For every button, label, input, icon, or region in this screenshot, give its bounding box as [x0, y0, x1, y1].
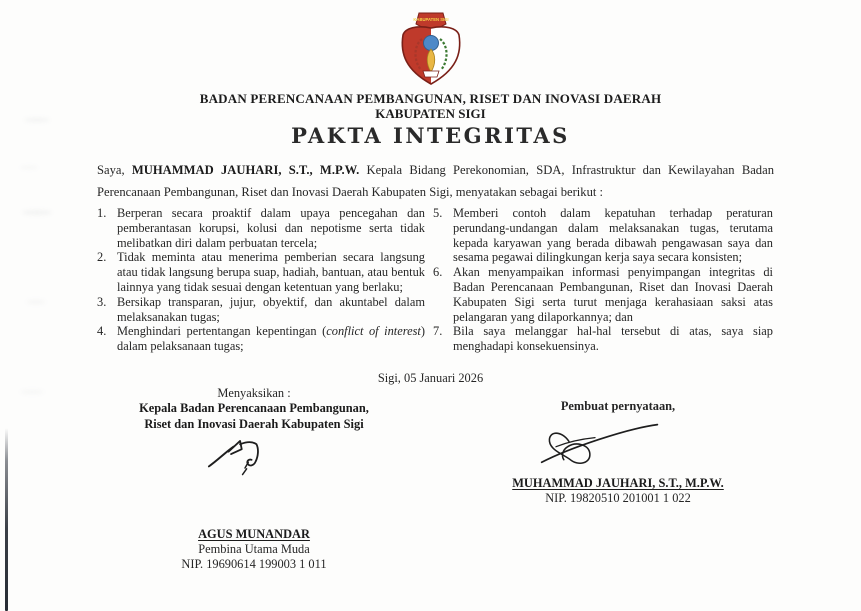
item-text-part: ) dalam pelaksanaan tugas;	[117, 324, 425, 354]
witness-signature-scribble	[204, 438, 286, 480]
scan-smudge	[22, 210, 52, 215]
intro-rest: Kepala Bidang Perekonomian, SDA, Infrastruktur dan Kewilayahan Badan Perencanaan Pembangunan, Riset dan Inovasi Daerah Kabupaten Sigi, menyatakan sebagai berikut :	[97, 163, 774, 199]
item-number: 4.	[97, 324, 107, 339]
place-date-line: Sigi, 05 Januari 2026	[377, 371, 484, 385]
kabupaten-sigi-seal-logo	[392, 12, 470, 86]
opening-paragraph	[97, 160, 774, 203]
document-title: PAKTA INTEGRITAS	[291, 123, 570, 148]
seal-icon	[392, 12, 470, 86]
intro-prefix: Saya,	[97, 163, 132, 177]
item-text: Bersikap transparan, jujur, obyektif, dan akuntabel dalam melaksanakan tugas;	[117, 294, 425, 324]
statement-item-6	[433, 265, 773, 324]
statement-item-4	[97, 324, 425, 354]
scan-smudge	[20, 166, 38, 169]
statements-left-column	[97, 206, 425, 354]
witness-title-line1: Kepala Badan Perencanaan Pembangunan,	[139, 401, 369, 415]
item-text: Bila saya melanggar hal-hal tersebut di atas, saya siap menghadapi konsekuensinya.	[453, 324, 773, 354]
declarant-nip: NIP. 19820510 201001 1 022	[545, 491, 691, 505]
item-number: 1.	[97, 206, 107, 220]
org-name-line1: BADAN PERENCANAAN PEMBANGUNAN, RISET DAN INOVASI DAERAH	[199, 91, 662, 106]
witness-nip: NIP. 19690614 199003 1 011	[181, 557, 327, 571]
statement-item-1	[97, 206, 425, 250]
scan-smudge	[20, 390, 44, 394]
item-text-italic: conflict of interest	[326, 324, 421, 339]
witness-name: AGUS MUNANDAR	[198, 527, 310, 541]
item-text: Memberi contoh dalam kepatuhan terhadap peraturan perundang-undangan dalam melaksanakan tugas, terutama kepada karyawan yang berada dibawah pengawasan saya dan sesama pegawai dilingkungan kerja saya secara konsisten;	[453, 206, 773, 265]
witness-signature-block	[108, 386, 400, 572]
declarant-signature-block	[468, 399, 768, 506]
item-number: 6.	[433, 265, 443, 280]
item-number: 3.	[97, 294, 107, 309]
scan-smudge	[26, 300, 46, 304]
declarant-name: MUHAMMAD JAUHARI, S.T., M.P.W.	[512, 476, 724, 490]
item-text: Tidak meminta atau menerima pemberian secara langsung atau tidak langsung berupa suap, hadiah, bantuan, atau bentuk lainnya yang tidak sesuai dengan ketentuan yang berlaku;	[117, 250, 425, 294]
org-name-line2: KABUPATEN SIGI	[375, 106, 486, 121]
scan-edge-shadow	[5, 428, 8, 611]
witness-rank: Pembina Utama Muda	[198, 542, 310, 556]
seal-banner-text: KABUPATEN SIGI	[413, 17, 449, 22]
statements-columns	[97, 206, 773, 354]
statement-item-7	[433, 324, 773, 354]
statement-item-2	[97, 250, 425, 294]
item-number: 7.	[433, 324, 443, 339]
item-text: Akan menyampaikan informasi penyimpangan integritas di Badan Perencanaan Pembangunan, Riset dan Inovasi Daerah Kabupaten Sigi serta turut menjaga kerahasiaan saksi atas pelangaran yang dilaporkannya; dan	[453, 265, 773, 324]
item-text: Berperan secara proaktif dalam upaya pencegahan dan pemberantasan korupsi, kolusi dan nepotisme serta tidak melibatkan diri dalam perbuatan tercela;	[117, 206, 425, 250]
statement-item-5	[433, 206, 773, 265]
item-number: 5.	[433, 206, 443, 220]
item-number: 2.	[97, 250, 107, 265]
declarant-label: Pembuat pernyataan,	[560, 399, 676, 413]
statements-right-column	[433, 206, 773, 354]
declarant-name-inline: MUHAMMAD JAUHARI, S.T., M.P.W.	[131, 163, 360, 177]
declarant-signature-scribble	[530, 415, 660, 481]
item-text	[117, 324, 425, 354]
statement-item-3	[97, 295, 425, 325]
witness-label: Menyaksikan :	[217, 386, 291, 400]
item-text-part: Menghindari pertentangan kepentingan (	[117, 324, 327, 339]
witness-title-line2: Riset dan Inovasi Daerah Kabupaten Sigi	[144, 416, 364, 431]
